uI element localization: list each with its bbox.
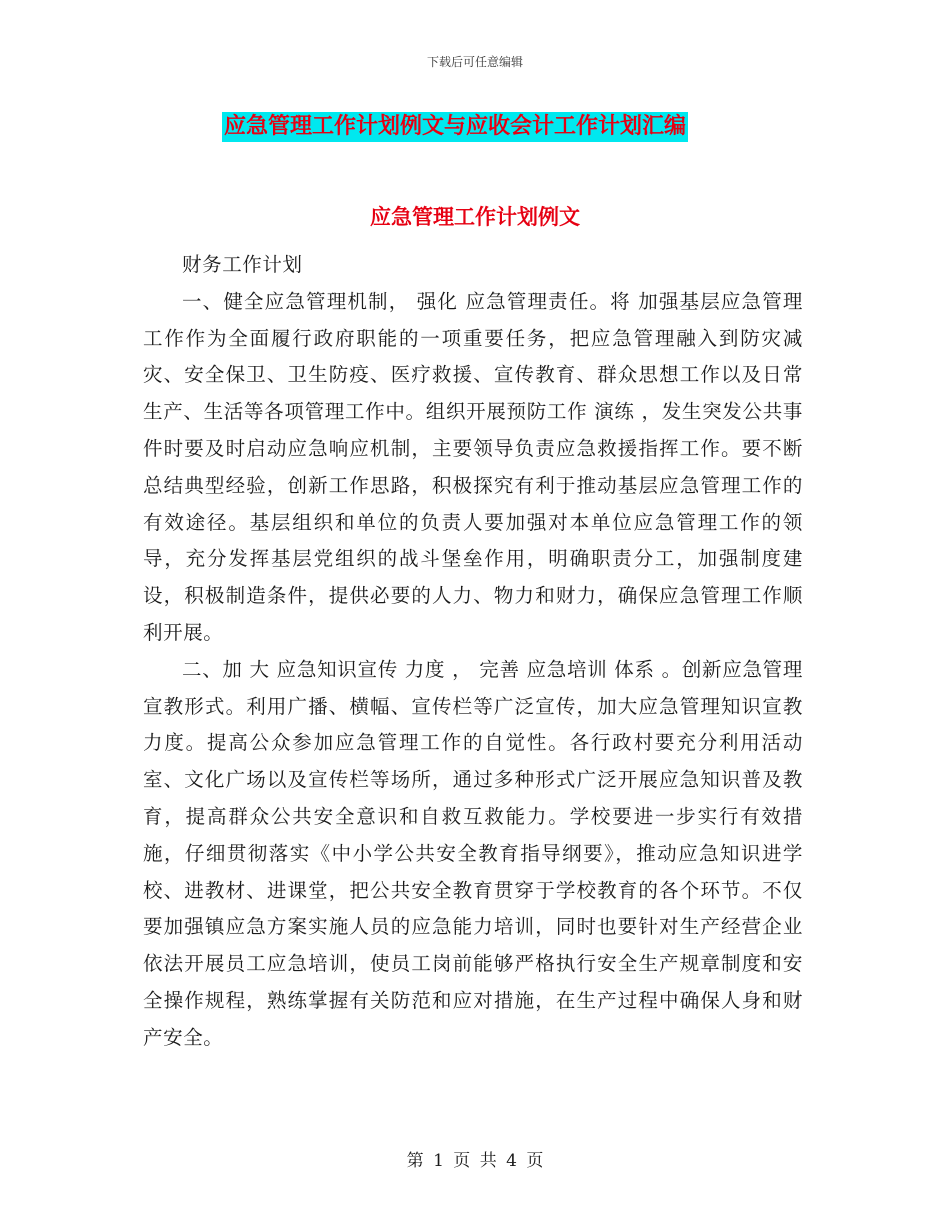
document-body (143, 247, 803, 1057)
section-title: 应急管理工作计划例文 (370, 205, 580, 229)
header-note: 下载后可任意编辑 (426, 55, 523, 69)
paragraph: 一、健全应急管理机制， 强化 应急管理责任。将 加强基层应急管理工作作为全面履行政府职能的一项重要任务，把应急管理融入到防灾减灾、安全保卫、卫生防疫、医疗救援、宣传教育、群众思想工作以及日常生产、生活等各项管理工作中。组织开展预防工作 演练 ，发生突发公共事件时要及时启动应急响应机制，主要领导负责应急救援指挥工作。要不断总结典型经验，创新工作思路，积极探究有利于推动基层应急管理工作的有效途径。基层组织和单位的负责人要加强对本单位应急管理工作的领导，充分发挥基层党组织的战斗堡垒作用，明确职责分工，加强制度建设，积极制造条件，提供必要的人力、物力和财力，确保应急管理工作顺利开展。 (143, 289, 803, 644)
paragraph: 二、加 大 应急知识宣传 力度 ， 完善 应急培训 体系 。创新应急管理宣教形式。利用广播、横幅、宣传栏等广泛宣传，加大应急管理知识宣教力度。提高公众参加应急管理工作的自觉性。各行政村要充分利用活动室、文化广场以及宣传栏等场所，通过多种形式广泛开展应急知识普及教育，提高群众公共安全意识和自救互救能力。学校要进一步实行有效措施，仔细贯彻落实《中小学公共安全教育指导纲要》，推动应急知识进学校、进教材、进课堂，把公共安全教育贯穿于学校教育的各个环节。不仅要加强镇应急方案实施人员的应急能力培训，同时也要针对生产经营企业依法开展员工应急培训，使员工岗前能够严格执行安全生产规章制度和安全操作规程，熟练掌握有关防范和应对措施，在生产过程中确保人身和财产安全。 (143, 657, 803, 1049)
paragraph-heading: 财务工作计划 (182, 253, 303, 276)
page-number: 第 1 页 共 4 页 (406, 1151, 544, 1171)
document-main-title: 应急管理工作计划例文与应收会计工作计划汇编 (222, 112, 688, 142)
